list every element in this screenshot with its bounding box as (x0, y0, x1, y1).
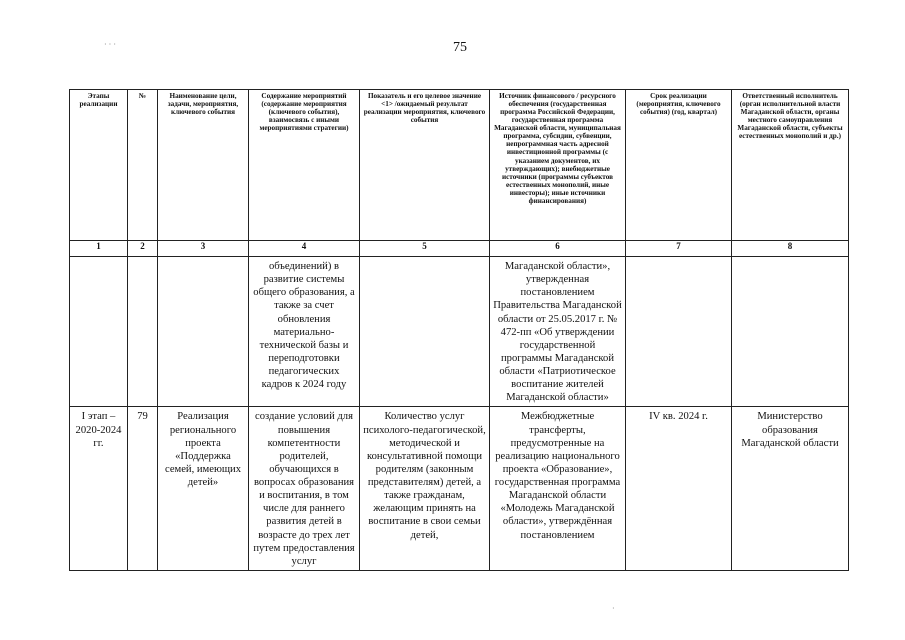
cell-number: 79 (128, 407, 158, 571)
cell-content: объединений) в развитие системы общего образования, а также за счет обновления материально-технической базы и переподготовки педагогических кадров к 2024 году (249, 257, 360, 407)
column-number-row (70, 241, 849, 257)
cell-executor: Министерство образования Магаданской области (732, 407, 849, 571)
table-row (70, 257, 849, 407)
header-stage: Этапы реализации (70, 90, 128, 241)
cell-name: Реализация регионального проекта «Поддержка семей, имеющих детей» (158, 407, 249, 571)
column-number: 6 (490, 241, 626, 257)
header-row (70, 90, 849, 241)
cell-source: Межбюджетные трансферты, предусмотренные на реализацию национального проекта «Образование», государственная программа Магаданской области «Молодежь Магаданской области», утверждённая постановлением (490, 407, 626, 571)
header-indicator: Показатель и его целевое значение <1> /ожидаемый результат реализации мероприятия, ключевого события (360, 90, 490, 241)
cell-stage: I этап – 2020-2024 гг. (70, 407, 128, 571)
header-source: Источник финансового / ресурсного обеспечения (государственная программа Российской Федерации, государственная программа Магаданской области, муниципальная программа, субсидии, субвенции, непрограммная часть адресной инвестиционной программы (с указанием документов, их утверждающих); внебюджетные источники (программы субъектов естественных монополий, иные инвесторы); иные источники финансирования) (490, 90, 626, 241)
column-number: 8 (732, 241, 849, 257)
column-number: 1 (70, 241, 128, 257)
cell-executor (732, 257, 849, 407)
page-number: 75 (453, 40, 467, 55)
cell-term (626, 257, 732, 407)
strategy-table (69, 89, 849, 571)
column-number: 7 (626, 241, 732, 257)
cell-source: Магаданской области», утвержденная постановлением Правительства Магаданской области от 25.05.2017 г. № 472-пп «Об утверждении государственной программы Магаданской области «Патриотическое воспитание жителей Магаданской области» (490, 257, 626, 407)
cell-number (128, 257, 158, 407)
header-number: № (128, 90, 158, 241)
cell-indicator (360, 257, 490, 407)
scan-speck: · (612, 604, 615, 613)
cell-name (158, 257, 249, 407)
column-number: 2 (128, 241, 158, 257)
cell-stage (70, 257, 128, 407)
table-row (70, 407, 849, 571)
column-number: 3 (158, 241, 249, 257)
header-content: Содержание мероприятий (содержание мероприятия (ключевого события), взаимосвязь с иными мероприятиями стратегии) (249, 90, 360, 241)
column-number: 5 (360, 241, 490, 257)
cell-indicator: Количество услуг психолого-педагогической, методической и консультативной помощи родителям (законным представителям) детей, а также гражданам, желающим принять на воспитание в свои семьи детей, (360, 407, 490, 571)
header-executor: Ответственный исполнитель (орган исполнительной власти Магаданской области, органы местного самоуправления Магаданской области, субъекты естественных монополий и др.) (732, 90, 849, 241)
scan-speck: · · · (104, 40, 116, 49)
header-name: Наименование цели, задачи, мероприятия, ключевого события (158, 90, 249, 241)
cell-term: IV кв. 2024 г. (626, 407, 732, 571)
strategy-table-container (69, 89, 849, 571)
cell-content: создание условий для повышения компетентности родителей, обучающихся в вопросах образования и воспитания, в том числе для раннего развития детей в возрасте до трех лет путем предоставления услуг (249, 407, 360, 571)
column-number: 4 (249, 241, 360, 257)
header-term: Срок реализации (мероприятия, ключевого события) (год, квартал) (626, 90, 732, 241)
